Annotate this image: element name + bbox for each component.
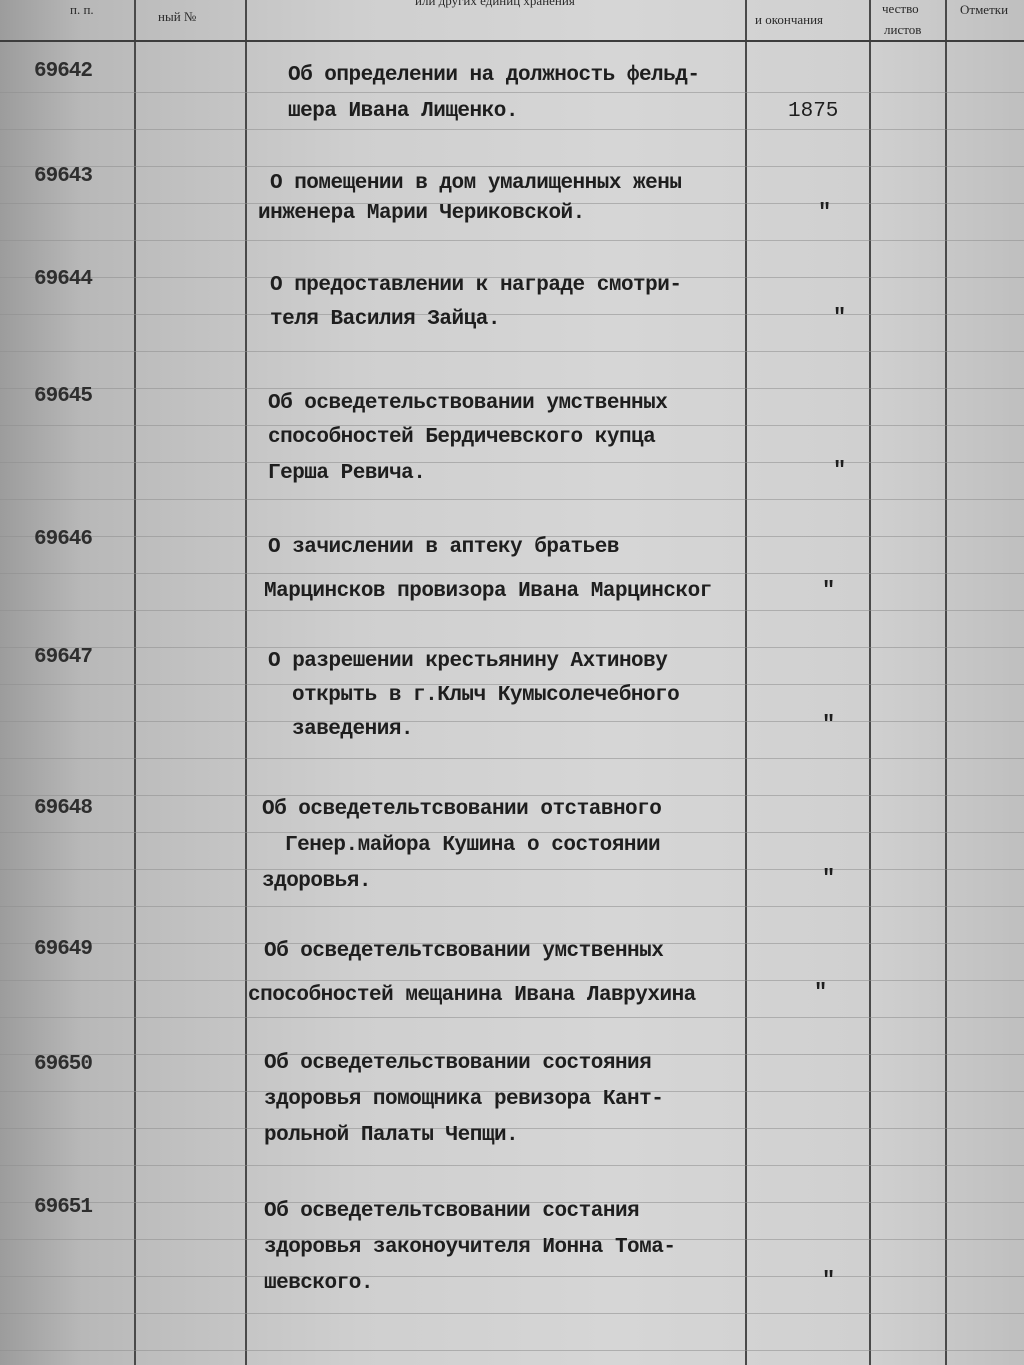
entry-date: " <box>818 200 832 225</box>
entry-text-line: Об осведетельтсвовании умственных <box>264 940 664 963</box>
ruled-line <box>0 832 1024 833</box>
entry-text-line: инженера Марии Чериковской. <box>258 202 585 225</box>
entry-text-line: шевского. <box>264 1272 373 1295</box>
header-archive-number: ный № <box>158 9 197 24</box>
entry-text-line: О помещении в дом умалищенных жены <box>270 172 682 195</box>
entry-text-line: здоровья помощника ревизора Кант- <box>264 1088 664 1111</box>
entry-number: 69650 <box>34 1053 93 1076</box>
header-title: или других единиц хранения <box>415 0 575 8</box>
entry-text-line: Марцинсков провизора Ивана Марцинског <box>264 580 712 603</box>
entry-text-line: Об осведетельтсвовании состания <box>264 1200 640 1223</box>
header-sheet-count-2: листов <box>884 22 922 37</box>
ruled-line <box>0 1350 1024 1351</box>
entry-text-line: Об осведетельствовании состояния <box>264 1052 652 1075</box>
column-rule <box>245 0 247 1365</box>
ruled-line <box>0 795 1024 796</box>
entry-number: 69647 <box>34 646 93 669</box>
ruled-line <box>0 1165 1024 1166</box>
entry-number: 69645 <box>34 385 93 408</box>
column-rule <box>134 0 136 1365</box>
entry-text-line: шера Ивана Лищенко. <box>288 100 518 123</box>
ruled-line <box>0 647 1024 648</box>
entry-date: " <box>822 578 836 603</box>
ruled-line <box>0 388 1024 389</box>
column-rule <box>745 0 747 1365</box>
entry-text-line: О зачислении в аптеку братьев <box>268 536 619 559</box>
entry-text-line: рольной Палаты Чепщи. <box>264 1124 519 1147</box>
entry-date: " <box>814 980 828 1005</box>
entry-number: 69646 <box>34 528 93 551</box>
ruled-line <box>0 240 1024 241</box>
entry-text-line: Об осведетельствовании умственных <box>268 392 668 415</box>
ruled-line <box>0 1017 1024 1018</box>
ruled-line <box>0 906 1024 907</box>
entry-text-line: Об определении на должность фельд- <box>288 64 700 87</box>
entry-number: 69651 <box>34 1196 93 1219</box>
ruled-line <box>0 573 1024 574</box>
entry-text-line: О разрешении крестьянину Ахтинову <box>268 650 668 673</box>
header-item-number: п. п. <box>70 2 94 17</box>
entry-text-line: способностей мещанина Ивана Лаврухина <box>248 984 696 1007</box>
ruled-line <box>0 1313 1024 1314</box>
ruled-line <box>0 1276 1024 1277</box>
ruled-line <box>0 166 1024 167</box>
ruled-line <box>0 351 1024 352</box>
entry-text-line: О предоставлении к награде смотри- <box>270 274 682 297</box>
entry-text-line: открыть в г.Клыч Кумысолечебного <box>292 684 680 707</box>
entry-date: " <box>822 866 836 891</box>
entry-text-line: Генер.майора Кушина о состоянии <box>285 834 661 857</box>
ruled-line <box>0 758 1024 759</box>
header-notes: Отметки <box>960 2 1009 17</box>
ruled-line <box>0 92 1024 93</box>
column-rule <box>945 0 947 1365</box>
entry-date: " <box>833 305 847 330</box>
entry-date: " <box>822 1268 836 1293</box>
entry-text-line: Об осведетельтсвовании отставного <box>262 798 662 821</box>
header-sheet-count-1: чество <box>882 1 919 16</box>
entry-date: " <box>822 712 836 737</box>
entry-number: 69649 <box>34 938 93 961</box>
entry-number: 69648 <box>34 797 93 820</box>
entry-text-line: здоровья. <box>262 870 371 893</box>
header-end-date: и окончания <box>755 12 824 27</box>
entry-text-line: теля Василия Зайца. <box>270 308 500 331</box>
column-rule <box>869 0 871 1365</box>
ruled-line <box>0 499 1024 500</box>
entry-text-line: здоровья законоучителя Ионна Тома- <box>264 1236 676 1259</box>
header-rule <box>0 40 1024 42</box>
entry-text-line: способностей Бердичевского купца <box>268 426 656 449</box>
ruled-line <box>0 980 1024 981</box>
ruled-line <box>0 314 1024 315</box>
entry-number: 69644 <box>34 268 93 291</box>
entry-date: 1875 <box>788 100 839 123</box>
ruled-line <box>0 869 1024 870</box>
ruled-line <box>0 462 1024 463</box>
entry-date: " <box>833 458 847 483</box>
ruled-line <box>0 129 1024 130</box>
entry-number: 69643 <box>34 165 93 188</box>
entry-text-line: Герша Ревича. <box>268 462 426 485</box>
entry-number: 69642 <box>34 60 93 83</box>
ruled-line <box>0 610 1024 611</box>
entry-text-line: заведения. <box>292 718 414 741</box>
ruled-line <box>0 721 1024 722</box>
